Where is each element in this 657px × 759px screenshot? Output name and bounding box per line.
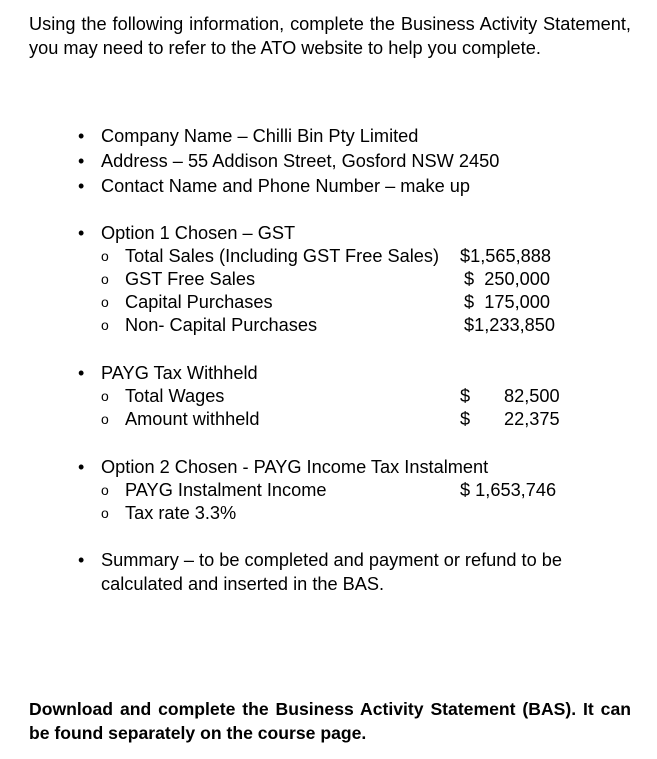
sub-bullet-icon: o [101,411,109,427]
bullet-icon: • [78,126,85,146]
sub-bullet-icon: o [101,294,109,310]
sub-bullet-icon: o [101,248,109,264]
sub-bullet-icon: o [101,505,109,521]
option1-item-label: GST Free Sales [125,269,256,289]
option1-item-amount: $1,565,888 [460,246,552,266]
payg-item-currency: $ [460,409,471,429]
sub-bullet-icon: o [101,388,109,404]
company-name: Company Name – Chilli Bin Pty Limited [101,126,419,146]
download-instruction: Download and complete the Business Activity Statement (BAS). It can be found separately on the course page. [29,699,631,743]
summary-text: Summary – to be completed and payment or refund to be calculated and inserted in the BAS. [101,550,563,594]
payg-item-amount: 22,375 [504,409,560,429]
option2-item-amount: $ 1,653,746 [460,480,557,500]
bullet-icon: • [78,457,85,477]
intro-paragraph: Using the following information, complete the Business Activity Statement, you may need to refer to the ATO website to help you complete. [29,14,631,58]
option1-heading: Option 1 Chosen – GST [101,223,296,243]
bullet-icon: • [78,550,85,570]
payg-item-label: Amount withheld [125,409,260,429]
bullet-icon: • [78,223,85,243]
sub-bullet-icon: o [101,317,109,333]
option1-item-amount: $1,233,850 [464,315,556,335]
address: Address – 55 Addison Street, Gosford NSW 2450 [101,151,500,171]
sub-bullet-icon: o [101,271,109,287]
payg-item-amount: 82,500 [504,386,560,406]
option1-item-amount: $ 175,000 [464,292,550,312]
option2-item-label: PAYG Instalment Income [125,480,327,500]
contact: Contact Name and Phone Number – make up [101,176,471,196]
option2-item-label: Tax rate 3.3% [125,503,237,523]
sub-bullet-icon: o [101,482,109,498]
option1-item-label: Capital Purchases [125,292,273,312]
option2-heading: Option 2 Chosen - PAYG Income Tax Instalment [101,457,489,477]
bullet-icon: • [78,151,85,171]
option1-item-amount: $ 250,000 [464,269,550,289]
payg-heading: PAYG Tax Withheld [101,363,258,383]
option1-item-label: Total Sales (Including GST Free Sales) [125,246,440,266]
payg-item-label: Total Wages [125,386,225,406]
bullet-icon: • [78,363,85,383]
bullet-icon: • [78,176,85,196]
option1-item-label: Non- Capital Purchases [125,315,318,335]
payg-item-currency: $ [460,386,471,406]
